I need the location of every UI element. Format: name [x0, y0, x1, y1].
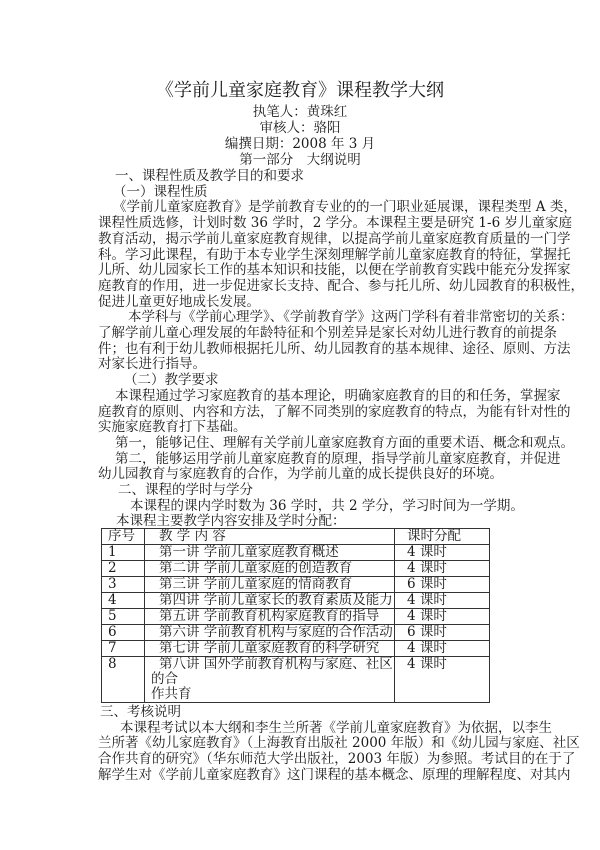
paragraph-line: 本课程的课内学时数为 36 学时，共 2 学分，学习时间为一学期。: [130, 497, 524, 514]
row-number: [102, 625, 145, 641]
subsection-heading: （一）课程性质: [113, 183, 208, 200]
row-hours: [395, 625, 490, 641]
paragraph-line: 本学科与《学前心理学》、《学前教育学》这两门学科有着非常密切的关系：: [128, 309, 574, 326]
table-row: [102, 561, 490, 577]
row-number: [102, 545, 145, 561]
paragraph-line: 本课程通过学习家庭教育的基本理论，明确家庭教育的目的和任务，掌握家: [115, 387, 561, 404]
cell-text: 6: [108, 624, 117, 640]
paragraph-line: 件；也有利于幼儿教师根据托儿所、幼儿园教育的基本规律、途径、原则、方法: [98, 340, 571, 357]
cell-text: 4 课时: [407, 592, 447, 608]
paragraph-line: 兰所著《幼儿家庭教育》（上海教育出版社 2000 年版）和《幼儿园与家庭、社区: [98, 735, 580, 752]
cell-text: 1: [108, 544, 117, 560]
header-cell: 序号: [102, 529, 145, 545]
cell-text: 第八讲 国外学前教育机构与家庭、社区的合: [151, 656, 393, 687]
row-hours: [395, 545, 490, 561]
document-title: 《学前儿童家庭教育》课程教学大纲: [156, 80, 444, 101]
cell-text: 2: [108, 560, 117, 576]
table-header-row: [102, 529, 490, 545]
section-heading: 三、考核说明: [100, 704, 181, 720]
row-hours: [395, 657, 490, 703]
cell-text: 3: [108, 576, 117, 592]
header-cell: 教 学 内 容: [145, 529, 395, 545]
cell-text: 4: [108, 592, 117, 608]
table-row: [102, 545, 490, 561]
cell-text: 第二讲 学前儿童家庭的创造教育: [159, 560, 353, 576]
paragraph-line: 解学生对《学前儿童家庭教育》这门课程的基本概念、原理的理解程度、对其内: [98, 766, 571, 783]
row-content: [145, 609, 395, 625]
cell-text: 4 课时: [407, 560, 447, 576]
section-heading: 二、课程的学时与学分: [118, 482, 253, 498]
row-content: [145, 657, 395, 703]
row-number: [102, 561, 145, 577]
table-row: [102, 609, 490, 625]
row-hours: [395, 641, 490, 657]
cell-text: 第三讲 学前儿童家庭的情商教育: [159, 576, 353, 592]
paragraph-line: 课程性质选修，计划时数 36 学时，2 学分。本课程主要是研究 1-6 岁儿童家庭: [98, 215, 572, 232]
row-number: [102, 577, 145, 593]
cell-text: 4 课时: [407, 640, 447, 656]
row-number: [102, 593, 145, 609]
cell-text: 第一讲 学前儿童家庭教育概述: [159, 544, 339, 560]
paragraph-line: 对家长进行指导。: [98, 356, 206, 373]
row-hours: [395, 561, 490, 577]
subsection-heading: （二）教学要求: [124, 372, 219, 389]
row-content: [145, 545, 395, 561]
author-line: 执笔人：黄珠红: [252, 104, 348, 120]
row-number: [102, 609, 145, 625]
paragraph-line: 合作共育的研究》（华东师范大学出版社，2003 年版）为参照。考试目的在于了: [98, 751, 576, 768]
paragraph-line: 促进儿童更好地成长发展。: [98, 293, 260, 310]
section-heading: 一、课程性质及教学目的和要求: [115, 168, 304, 184]
cell-text-continued: 作共育: [151, 686, 192, 702]
row-number: [102, 657, 145, 703]
cell-text: 4 课时: [407, 608, 447, 624]
header-cell: 课时分配: [395, 529, 490, 545]
cell-text: 6 课时: [407, 624, 447, 640]
cell-text: 第五讲 学前教育机构家庭教育的指导: [159, 608, 380, 624]
table-row: [102, 657, 490, 703]
paragraph-line: 科。学习此课程，有助于本专业学生深刻理解学前儿童家庭教育的特征，掌握托: [98, 246, 571, 263]
table-row: [102, 625, 490, 641]
cell-text: 4 课时: [407, 544, 447, 560]
cell-text: 8: [108, 656, 117, 672]
paragraph-line: 第一，能够记住、理解有关学前儿童家庭教育方面的重要术语、概念和观点。: [115, 434, 574, 451]
cell-text: 第六讲 学前教育机构与家庭的合作活动: [159, 624, 393, 640]
paragraph-line: 《学前儿童家庭教育》是学前教育专业的的一门职业延展课，课程类型 A 类，: [113, 199, 577, 216]
paragraph-line: 庭教育的作用，进一步促进家长支持、配合、参与托儿所、幼儿园教育的积极性，: [98, 277, 584, 294]
row-hours: [395, 609, 490, 625]
row-content: [145, 561, 395, 577]
paragraph-line: 实施家庭教育打下基础。: [98, 419, 247, 436]
table-row: [102, 593, 490, 609]
paragraph-line: 儿所、幼儿园家长工作的基本知识和技能，以便在学前教育实践中能充分发挥家: [98, 262, 571, 279]
row-content: [145, 577, 395, 593]
paragraph-line: 了解学前儿童心理发展的年龄特征和个别差异是家长对幼儿进行教育的前提条: [98, 325, 557, 341]
paragraph-line: 本课程主要教学内容安排及学时分配：: [116, 513, 346, 530]
cell-text: 7: [108, 640, 117, 656]
reviewer-line: 审核人：骆阳: [259, 120, 341, 136]
cell-text: 4 课时: [407, 656, 447, 672]
row-hours: [395, 577, 490, 593]
part-heading: 第一部分 大纲说明: [239, 152, 361, 168]
paragraph-line: 庭教育的原则、内容和方法，了解不同类别的家庭教育的特点，为能有针对性的: [98, 403, 571, 420]
paragraph-line: 第二，能够运用学前儿童家庭教育的原理，指导学前儿童家庭教育，并促进: [115, 450, 561, 467]
cell-text: 5: [108, 608, 117, 624]
paragraph-line: 幼儿园教育与家庭教育的合作，为学前儿童的成长提供良好的环境。: [98, 466, 503, 483]
row-hours: [395, 593, 490, 609]
schedule-table: [101, 528, 490, 703]
paragraph-line: 本课程考试以本大纲和李生兰所著《学前儿童家庭教育》为依据，以李生: [120, 719, 552, 736]
paragraph-line: 教育活动，揭示学前儿童家庭教育规律，以提高学前儿童家庭教育质量的一门学: [98, 230, 571, 247]
row-content: [145, 593, 395, 609]
cell-text: 第四讲 学前儿童家长的教育素质及能力: [159, 592, 393, 608]
row-number: [102, 641, 145, 657]
date-line: 编撰日期：2008 年 3 月: [224, 136, 376, 152]
cell-text: 第七讲 学前儿童家庭教育的科学研究: [159, 640, 380, 656]
row-content: [145, 625, 395, 641]
table-row: [102, 577, 490, 593]
cell-text: 6 课时: [407, 576, 447, 592]
row-content: [145, 641, 395, 657]
table-row: [102, 641, 490, 657]
